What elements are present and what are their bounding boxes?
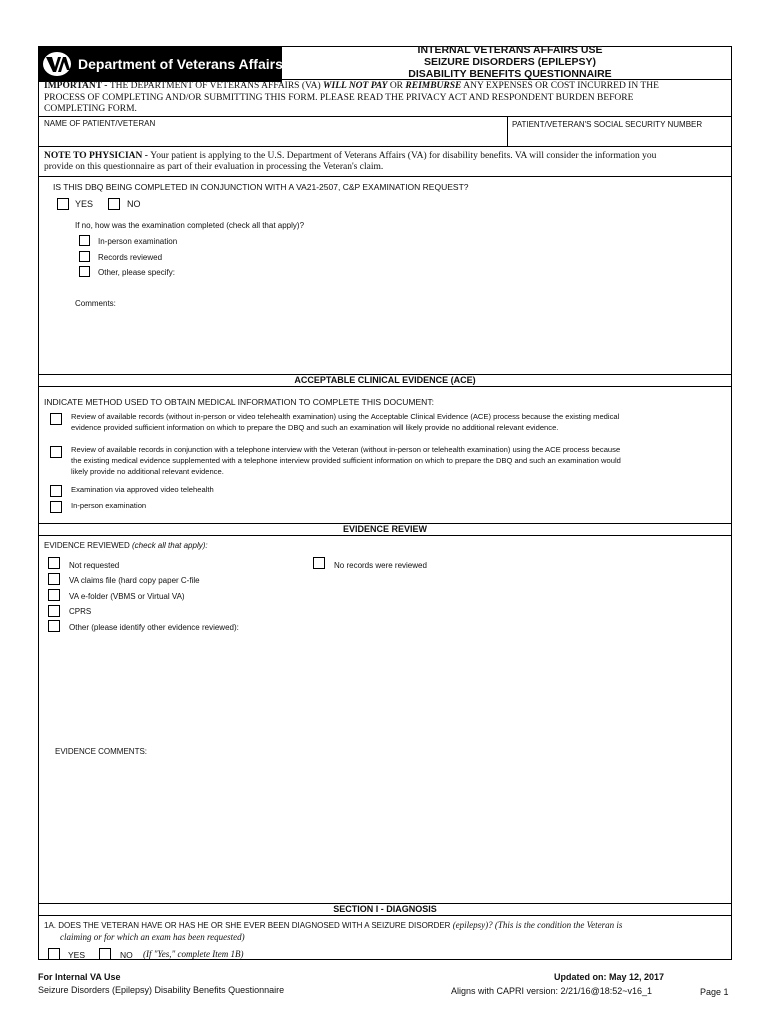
- cprs-label: CPRS: [69, 607, 92, 616]
- records-reviewed-checkbox[interactable]: [79, 251, 90, 262]
- note-line1: NOTE TO PHYSICIAN - Your patient is applying to the U.S. Department of Veterans Affairs (VA) for disability benefits. VA will consider the information you: [44, 151, 657, 161]
- e-folder-checkbox[interactable]: [48, 589, 60, 601]
- cprs-checkbox[interactable]: [48, 605, 60, 617]
- footer-internal-label: For Internal VA Use: [38, 972, 121, 982]
- dbq-no-checkbox[interactable]: [108, 198, 120, 210]
- no-records-checkbox[interactable]: [313, 557, 325, 569]
- footer-capri-version: Aligns with CAPRI version: 2/21/16@18:52~v16_1: [451, 986, 653, 996]
- evidence-section-title: EVIDENCE REVIEW: [342, 524, 427, 534]
- form-subtitle: DISABILITY BENEFITS QUESTIONNAIRE: [408, 69, 612, 79]
- ace-option2-text: Review of available records in conjunction with a telephone interview with the Veteran (without in-person or telehealth examination) using the ACE process because the existing medical evidence supplemented with a telephone interview provided sufficient information on which to prepare the DBQ and such an examination would likely provide no additional relevant evidence.: [71, 445, 621, 476]
- other-specify-label: Other, please specify:: [98, 268, 175, 277]
- logo-text: Department of Veterans Affairs: [78, 56, 283, 72]
- dbq-question: IS THIS DBQ BEING COMPLETED IN CONJUNCTION WITH A VA21-2507, C&P EXAMINATION REQUEST?: [53, 182, 469, 192]
- ace-indicate-label: INDICATE METHOD USED TO OBTAIN MEDICAL INFORMATION TO COMPLETE THIS DOCUMENT:: [44, 397, 434, 407]
- important-line3: COMPLETING FORM.: [44, 104, 137, 114]
- note-line2: provide on this questionnaire as part of their evaluation in processing the Veteran's claim.: [44, 162, 384, 172]
- form-title: SEIZURE DISORDERS (EPILEPSY): [423, 56, 597, 68]
- patient-name-label: NAME OF PATIENT/VETERAN: [44, 119, 156, 128]
- q1a-if-yes-note: (If "Yes," complete Item 1B): [143, 949, 244, 959]
- in-person-checkbox[interactable]: [79, 235, 90, 246]
- q1a-no-checkbox[interactable]: [99, 948, 111, 960]
- q1a-line2: claiming or for which an exam has been requested): [60, 932, 245, 942]
- va-logo: [38, 46, 282, 82]
- in-person-label: In-person examination: [98, 237, 178, 246]
- ace-section-title: ACCEPTABLE CLINICAL EVIDENCE (ACE): [294, 375, 476, 385]
- claims-file-checkbox[interactable]: [48, 573, 60, 585]
- ace-in-person-checkbox[interactable]: [50, 501, 62, 513]
- dbq-yes-checkbox[interactable]: [57, 198, 69, 210]
- ace-option2-checkbox[interactable]: [50, 446, 62, 458]
- ssn-field[interactable]: [509, 130, 730, 145]
- other-specify-checkbox[interactable]: [79, 266, 90, 277]
- evidence-reviewed-label: EVIDENCE REVIEWED (check all that apply):: [44, 541, 208, 550]
- claims-file-label: VA claims file (hard copy paper C-file: [69, 576, 200, 585]
- if-no-question: If no, how was the examination completed (check all that apply)?: [75, 221, 305, 230]
- ace-in-person-label: In-person examination: [71, 501, 147, 510]
- evidence-comments-label: EVIDENCE COMMENTS:: [55, 747, 148, 756]
- important-line1: IMPORTANT - THE DEPARTMENT OF VETERANS AFFAIRS (VA) WILL NOT PAY OR REIMBURSE ANY EXPENSES OR COST INCURRED IN THE: [44, 81, 659, 91]
- va-emblem-icon: [42, 51, 72, 77]
- ace-option1-checkbox[interactable]: [50, 413, 62, 425]
- dbq-comments-field[interactable]: [120, 296, 720, 366]
- footer-updated: Updated on: May 12, 2017: [554, 972, 665, 982]
- not-requested-label: Not requested: [69, 561, 120, 570]
- q1a-yes-label: YES: [68, 950, 86, 960]
- footer-page-number: Page 1: [700, 987, 729, 997]
- other-evidence-field[interactable]: [60, 636, 720, 736]
- dbq-no-label: NO: [127, 199, 141, 209]
- other-evidence-checkbox[interactable]: [48, 620, 60, 632]
- ace-telehealth-label: Examination via approved video telehealth: [71, 485, 214, 494]
- ace-telehealth-checkbox[interactable]: [50, 485, 62, 497]
- other-evidence-label: Other (please identify other evidence reviewed):: [69, 623, 239, 632]
- e-folder-label: VA e-folder (VBMS or Virtual VA): [69, 592, 185, 601]
- ace-option1-text: Review of available records (without in-person or video telehealth examination) using the Acceptable Clinical Evidence (ACE) process because the existing medical evidence provided sufficient information on which to prepare the DBQ and such an examination will likely provide no additional relevant evidence.: [71, 412, 620, 432]
- records-reviewed-label: Records reviewed: [98, 253, 163, 262]
- q1a-line1: 1A. DOES THE VETERAN HAVE OR HAS HE OR SHE EVER BEEN DIAGNOSED WITH A SEIZURE DISORDER (epilepsy)? (This is the condition the Veteran is: [44, 920, 623, 930]
- important-line2: PROCESS OF COMPLETING AND/OR SUBMITTING THIS FORM. PLEASE READ THE PRIVACY ACT AND RESPONDENT BURDEN BEFORE: [44, 93, 634, 103]
- dbq-comments-label: Comments:: [75, 299, 116, 308]
- section1-title: SECTION I - DIAGNOSIS: [333, 904, 437, 914]
- footer-form-name: Seizure Disorders (Epilepsy) Disability Benefits Questionnaire: [38, 985, 285, 995]
- patient-name-field[interactable]: [40, 130, 505, 145]
- not-requested-checkbox[interactable]: [48, 557, 60, 569]
- evidence-comments-field[interactable]: [55, 760, 720, 895]
- q1a-no-label: NO: [120, 950, 133, 960]
- q1a-yes-checkbox[interactable]: [48, 948, 60, 960]
- no-records-label: No records were reviewed: [334, 561, 427, 570]
- internal-use-label: INTERNAL VETERANS AFFAIRS USE: [417, 44, 603, 56]
- dbq-yes-label: YES: [75, 199, 94, 209]
- ssn-label: PATIENT/VETERAN'S SOCIAL SECURITY NUMBER: [512, 120, 703, 129]
